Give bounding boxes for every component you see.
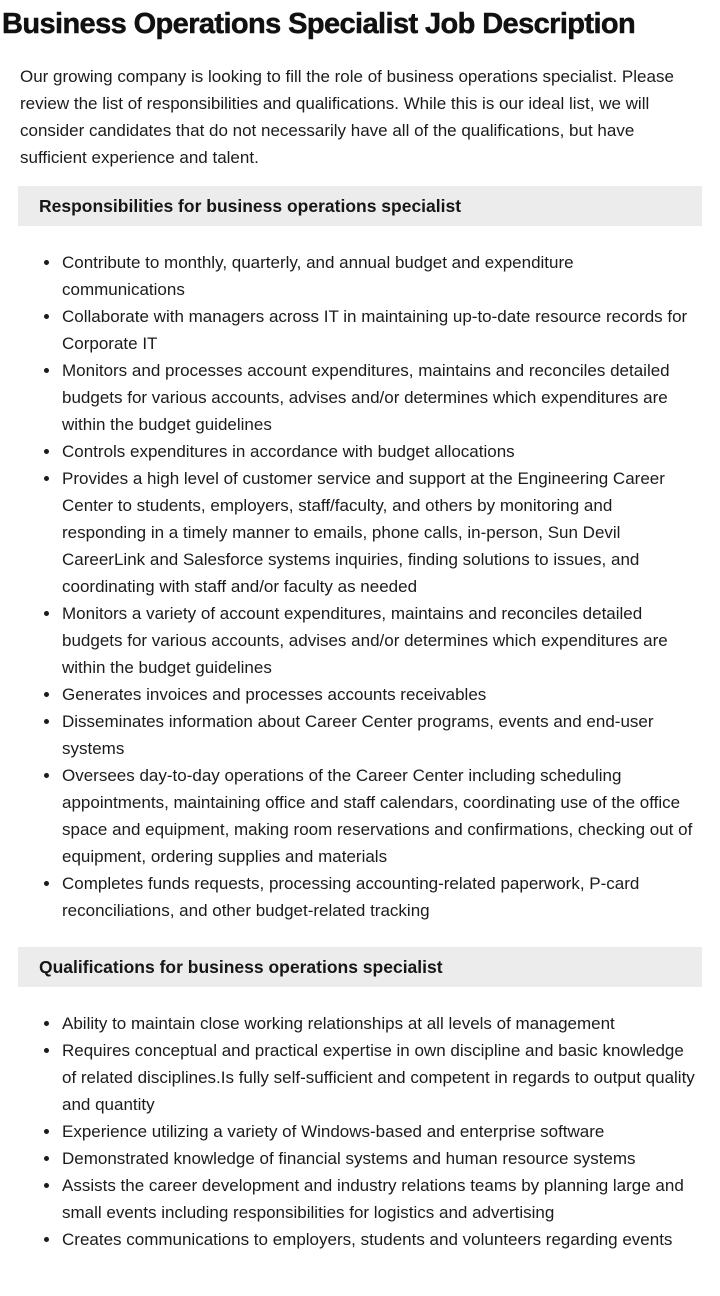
page-title: Business Operations Specialist Job Description (2, 8, 636, 40)
list-item: • Generates invoices and processes accounts receivables (61, 681, 700, 708)
list-item: • Completes funds requests, processing accounting-related paperwork, P-card reconciliations, and other budget-related tracking (61, 870, 700, 924)
list-item: • Requires conceptual and practical expertise in own discipline and basic knowledge of related disciplines.Is fully self-sufficient and competent in regards to output quality and quantity (61, 1037, 700, 1118)
list-item: • Experience utilizing a variety of Windows-based and enterprise software (61, 1118, 700, 1145)
qualifications-section-header: Qualifications for business operations specialist (18, 947, 702, 987)
list-item: • Disseminates information about Career Center programs, events and end-user systems (61, 708, 700, 762)
list-item: • Ability to maintain close working relationships at all levels of management (61, 1010, 700, 1037)
list-item: • Contribute to monthly, quarterly, and annual budget and expenditure communications (61, 249, 700, 303)
list-item: • Monitors and processes account expenditures, maintains and reconciles detailed budgets for various accounts, advises and/or determines which expenditures are within the budget guidelines (61, 357, 700, 438)
list-item: • Provides a high level of customer service and support at the Engineering Career Center to students, employers, staff/faculty, and others by monitoring and responding in a timely manner to emails, phone calls, in-person, Sun Devil CareerLink and Salesforce systems inquiries, finding solutions to issues, and coordinating with staff and/or faculty as needed (61, 465, 700, 600)
intro-paragraph: Our growing company is looking to fill the role of business operations specialist. Please review the list of responsibilities and qualifications. While this is our ideal list, we will consider candidates that do not necessarily have all of the qualifications, but have sufficient experience and talent. (20, 67, 674, 167)
list-item: • Demonstrated knowledge of financial systems and human resource systems (61, 1145, 700, 1172)
list-item: • Creates communications to employers, students and volunteers regarding events (61, 1226, 700, 1253)
list-item: • Assists the career development and industry relations teams by planning large and small events including responsibilities for logistics and advertising (61, 1172, 700, 1226)
responsibilities-list (0, 249, 700, 924)
responsibilities-section-header: Responsibilities for business operations specialist (18, 186, 702, 226)
list-item: • Controls expenditures in accordance with budget allocations (61, 438, 700, 465)
list-item: • Monitors a variety of account expenditures, maintains and reconciles detailed budgets for various accounts, advises and/or determines which expenditures are within the budget guidelines (61, 600, 700, 681)
list-item: • Collaborate with managers across IT in maintaining up-to-date resource records for Corporate IT (61, 303, 700, 357)
list-item: • Oversees day-to-day operations of the Career Center including scheduling appointments, maintaining office and staff calendars, coordinating use of the office space and equipment, making room reservations and confirmations, checking out of equipment, ordering supplies and materials (61, 762, 700, 870)
qualifications-list (0, 1010, 700, 1253)
